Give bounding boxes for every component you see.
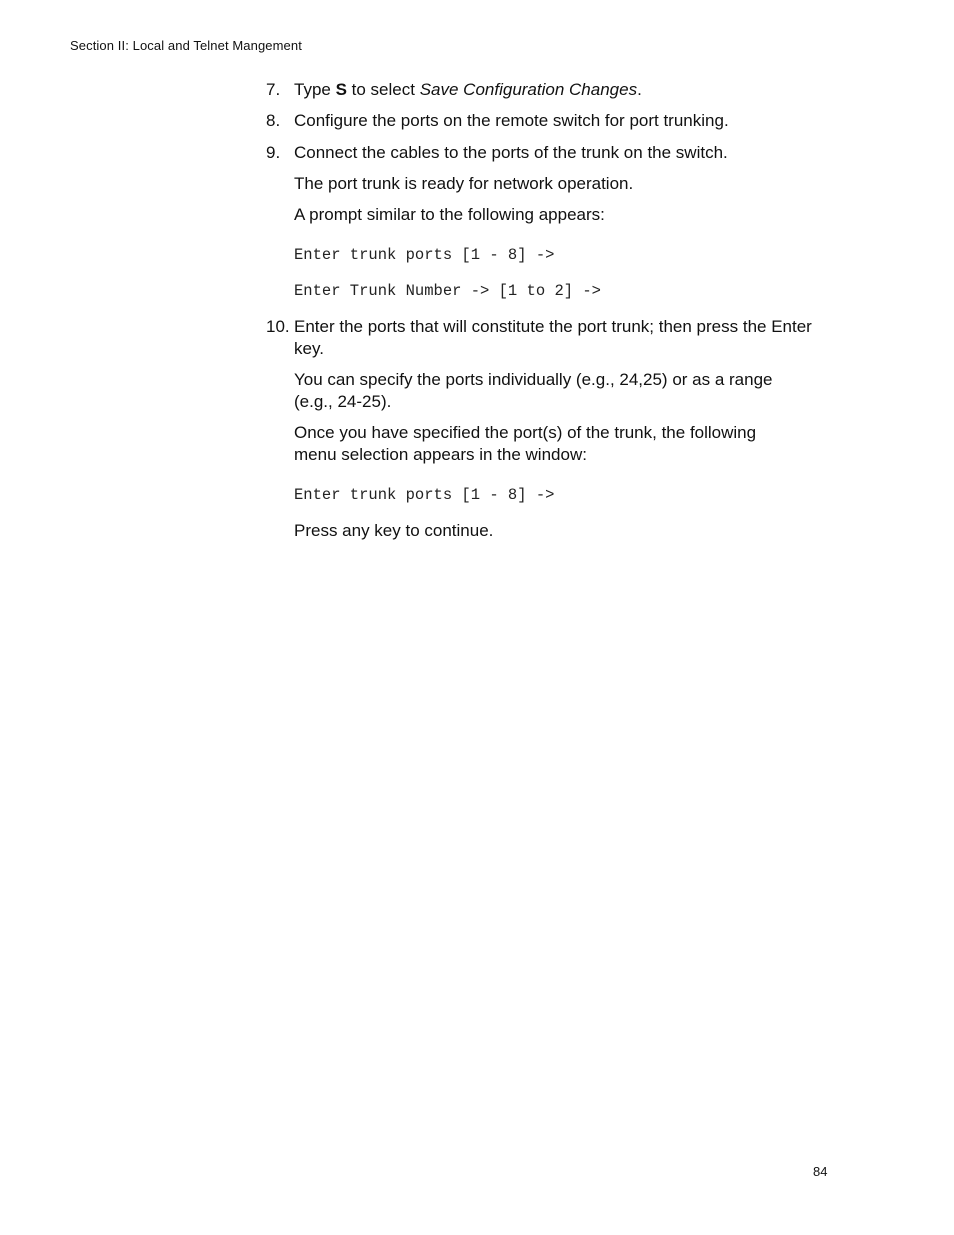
- step-text: Configure the ports on the remote switch for port trunking.: [294, 111, 729, 130]
- step-text: Connect the cables to the ports of the trunk on the switch.: [294, 143, 728, 162]
- code-line-trunk-ports-2: Enter trunk ports [1 - 8] ->: [294, 486, 555, 504]
- menu-option-name: Save Configuration Changes: [419, 80, 638, 99]
- paragraph-line-2: (e.g., 24-25).: [294, 392, 392, 411]
- step-number: 10.: [266, 317, 290, 336]
- step-text: [294, 316, 839, 360]
- step-number: 7.: [266, 80, 281, 99]
- paragraph-line-1: Once you have specified the port(s) of the trunk, the following: [294, 423, 757, 442]
- paragraph-ready: The port trunk is ready for network operation.: [294, 174, 634, 193]
- step-number: 8.: [266, 111, 281, 130]
- page-number: 84: [813, 1164, 828, 1179]
- step-number: 9.: [266, 143, 281, 162]
- running-header: Section II: Local and Telnet Mangement: [70, 38, 302, 53]
- step-text-suffix: .: [637, 80, 642, 99]
- step-text-prefix: Type: [294, 80, 336, 99]
- paragraph-press-key: Press any key to continue.: [294, 521, 494, 540]
- paragraph-prompt-intro: A prompt similar to the following appears:: [294, 205, 605, 224]
- code-line-trunk-ports: Enter trunk ports [1 - 8] ->: [294, 246, 555, 264]
- paragraph-line-1: You can specify the ports individually (e.g., 24,25) or as a range: [294, 370, 773, 389]
- paragraph-specify-ports: [294, 369, 814, 413]
- step-text-middle: to select: [346, 80, 420, 99]
- paragraph-once-specified: [294, 422, 814, 466]
- step-text: [294, 79, 839, 101]
- paragraph-line-2: menu selection appears in the window:: [294, 445, 587, 464]
- step-text-line-1: Enter the ports that will constitute the port trunk; then press the Enter: [294, 317, 812, 336]
- code-line-trunk-number: Enter Trunk Number -> [1 to 2] ->: [294, 282, 601, 300]
- key-letter: S: [335, 80, 347, 99]
- step-text-line-2: key.: [294, 339, 324, 358]
